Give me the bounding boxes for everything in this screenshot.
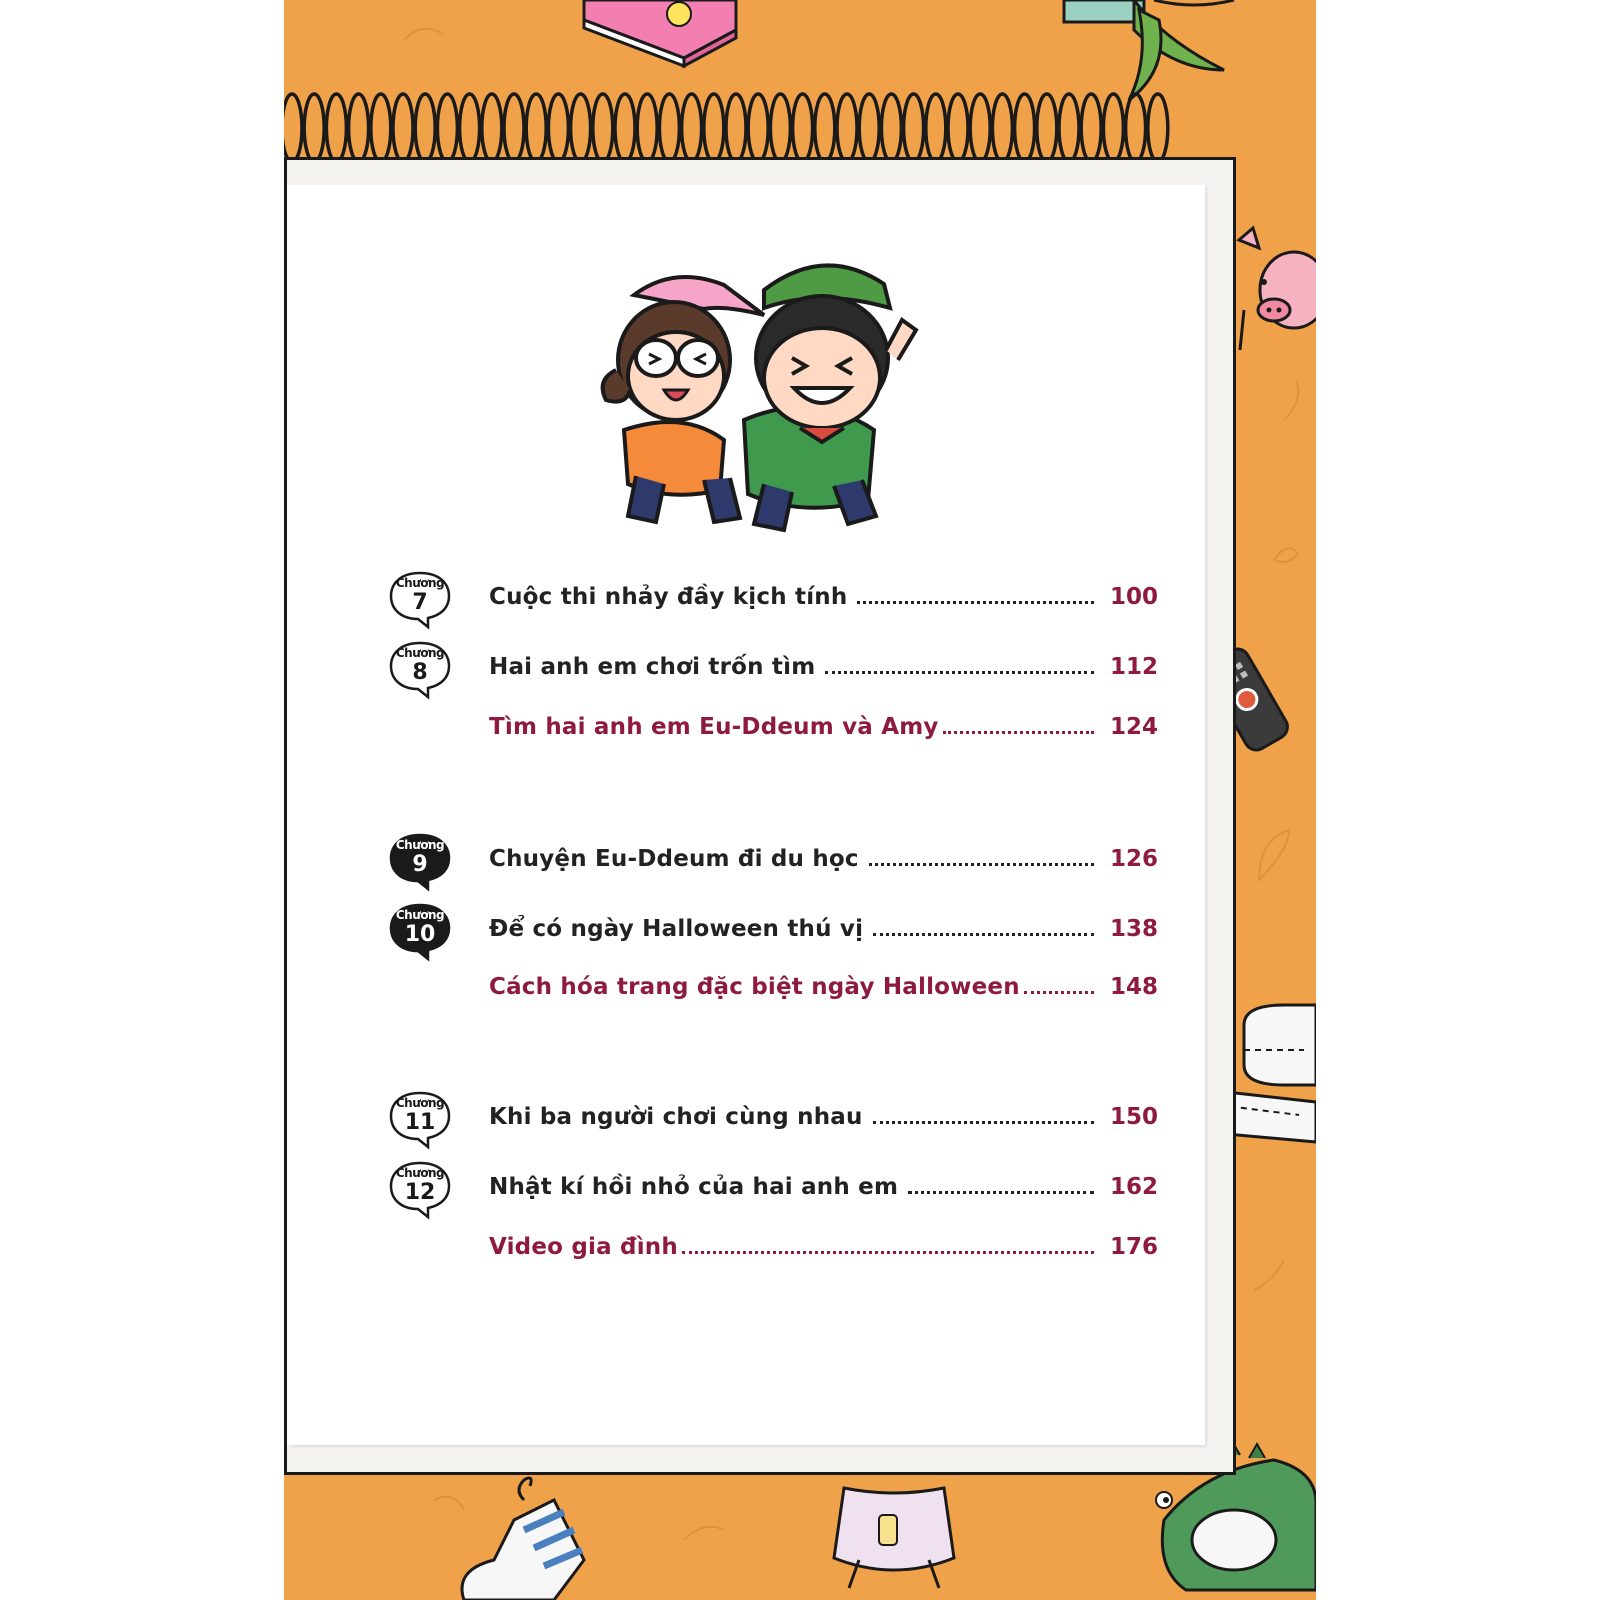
spiral-loop	[284, 94, 302, 162]
spiral-loop	[682, 94, 702, 162]
spiral-loop	[349, 94, 369, 162]
chapter-badge	[388, 570, 452, 630]
spiral-loop	[1059, 94, 1079, 162]
toc-page-number: 100	[1110, 584, 1159, 610]
chapter-badge-word: Chương	[395, 646, 445, 660]
spiral-loop	[326, 94, 346, 162]
spiral-loop	[815, 94, 835, 162]
spiral-loop	[1126, 94, 1146, 162]
pig-icon	[1224, 228, 1316, 350]
chapter-badge	[388, 902, 452, 962]
spiral-loop	[837, 94, 857, 162]
chapter-badge-number: 8	[412, 660, 428, 685]
spiral-loop	[904, 94, 924, 162]
toc-chapter-entry	[284, 1160, 1316, 1220]
spiral-loop	[615, 94, 635, 162]
toc-page-number: 126	[1110, 846, 1159, 872]
toc-line	[489, 1104, 1159, 1130]
spiral-loop	[1015, 94, 1035, 162]
toc-page-number: 138	[1110, 916, 1159, 942]
sock-icon	[462, 1478, 584, 1600]
spiral-loop	[659, 94, 679, 162]
spiral-loop	[992, 94, 1012, 162]
chapter-badge-word: Chương	[395, 1166, 445, 1180]
dot-leader	[1024, 991, 1094, 994]
book-page	[284, 0, 1316, 1600]
toc-title: Khi ba người chơi cùng nhau	[489, 1104, 863, 1130]
toc-title: Tìm hai anh em Eu-Ddeum và Amy	[489, 714, 939, 740]
spiral-loop	[437, 94, 457, 162]
spiral-loop	[304, 94, 324, 162]
spiral-loop	[704, 94, 724, 162]
toc-line	[489, 714, 1159, 740]
spiral-loop	[770, 94, 790, 162]
chapter-badge-word: Chương	[395, 1096, 445, 1110]
boy-character	[744, 265, 916, 530]
toc-chapter-entry	[284, 902, 1316, 962]
chapter-badge	[388, 1090, 452, 1150]
spiral-loop	[1103, 94, 1123, 162]
toc-page-number: 124	[1110, 714, 1159, 740]
dot-leader	[943, 731, 1094, 734]
spiral-loop	[571, 94, 591, 162]
toc-line	[489, 1234, 1159, 1260]
toc-title: Cuộc thi nhảy đầy kịch tính	[489, 584, 848, 610]
chapter-badge-number: 12	[404, 1180, 436, 1205]
spiral-loop	[1081, 94, 1101, 162]
spiral-loop	[726, 94, 746, 162]
spiral-loop	[460, 94, 480, 162]
spiral-loop	[1148, 94, 1168, 162]
toc-line	[489, 654, 1159, 680]
spiral-loop	[970, 94, 990, 162]
toc-page-number: 176	[1110, 1234, 1159, 1260]
chapter-badge	[388, 832, 452, 892]
dot-leader	[857, 601, 1094, 604]
chapter-badge-word: Chương	[395, 838, 445, 852]
spiral-loop	[504, 94, 524, 162]
girl-character	[603, 277, 764, 522]
spiral-loop	[371, 94, 391, 162]
toc-chapter-entry	[284, 640, 1316, 700]
toc-section-entry	[284, 1220, 1316, 1280]
toc-page-number: 148	[1110, 974, 1159, 1000]
plant-icon	[1064, 0, 1234, 100]
toc-page-number: 150	[1110, 1104, 1159, 1130]
kids-illustration	[564, 250, 924, 550]
spiral-loop	[1037, 94, 1057, 162]
chapter-badge-number: 10	[404, 922, 436, 947]
dot-leader	[825, 671, 1094, 674]
chapter-badge-number: 9	[412, 852, 428, 877]
toc-title: Chuyện Eu-Ddeum đi du học	[489, 846, 859, 872]
spiral-loop	[526, 94, 546, 162]
spiral-loop	[393, 94, 413, 162]
spiral-loop	[482, 94, 502, 162]
spiral-loop	[415, 94, 435, 162]
toc-title: Để có ngày Halloween thú vị	[489, 916, 864, 942]
chapter-badge-number: 7	[412, 590, 428, 615]
toc-chapter-entry	[284, 832, 1316, 892]
spiral-loop	[859, 94, 879, 162]
toc-line	[489, 974, 1159, 1000]
dot-leader	[908, 1191, 1094, 1194]
toc-chapter-entry	[284, 1090, 1316, 1150]
toc-page-number: 112	[1110, 654, 1159, 680]
book-icon	[584, 0, 736, 66]
spiral-loop	[748, 94, 768, 162]
chapter-badge	[388, 1160, 452, 1220]
toc-title: Hai anh em chơi trốn tìm	[489, 654, 816, 680]
toc-section-entry	[284, 960, 1316, 1020]
dot-leader	[873, 933, 1094, 936]
toc-line	[489, 584, 1159, 610]
dot-leader	[682, 1251, 1094, 1254]
toc-title: Cách hóa trang đặc biệt ngày Halloween	[489, 974, 1020, 1000]
spiral-loop	[593, 94, 613, 162]
baby-icon	[834, 1488, 954, 1588]
dot-leader	[869, 863, 1094, 866]
toc-title: Video gia đình	[489, 1234, 678, 1260]
spiral-loop	[637, 94, 657, 162]
toc-line	[489, 846, 1159, 872]
spiral-binding	[284, 94, 1168, 162]
spiral-loop	[548, 94, 568, 162]
toc-section-entry	[284, 700, 1316, 760]
toc-chapter-entry	[284, 570, 1316, 630]
dot-leader	[873, 1121, 1094, 1124]
spiral-loop	[793, 94, 813, 162]
chapter-badge-word: Chương	[395, 576, 445, 590]
spiral-loop	[948, 94, 968, 162]
toc-line	[489, 1174, 1159, 1200]
toc-page-number: 162	[1110, 1174, 1159, 1200]
spiral-loop	[881, 94, 901, 162]
toc-line	[489, 916, 1159, 942]
spiral-loop	[926, 94, 946, 162]
toc-title: Nhật kí hồi nhỏ của hai anh em	[489, 1174, 899, 1200]
chapter-badge-number: 11	[404, 1110, 436, 1135]
chapter-badge-word: Chương	[395, 908, 445, 922]
chapter-badge	[388, 640, 452, 700]
